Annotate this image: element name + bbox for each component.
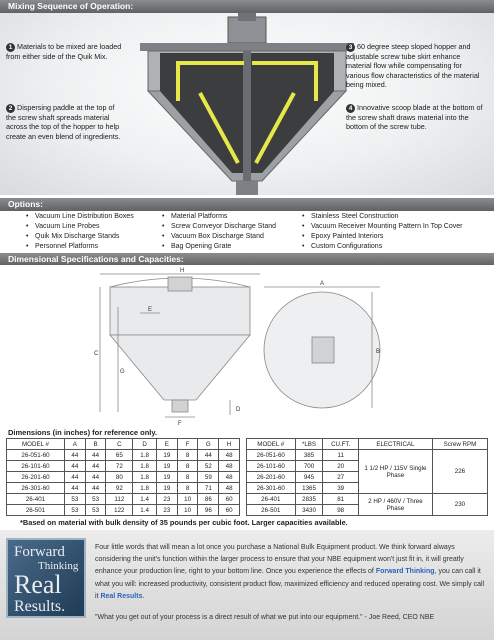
option-item: • Personnel Platforms: [26, 242, 134, 252]
label-f: F: [178, 421, 182, 425]
label-d: D: [236, 407, 241, 413]
header-cell: D: [133, 439, 157, 450]
step-4: [346, 103, 486, 132]
table-row: [247, 450, 488, 461]
header-cell: *LBS: [295, 439, 323, 450]
ceo-quote: "What you get out of your process is a direct result of what we put into our equipment." - Joe Reed, CEO NBE: [95, 614, 435, 621]
header-cell: H: [219, 439, 240, 450]
table-cell: 80: [106, 472, 133, 483]
label-a: A: [320, 281, 325, 287]
option-item: • Screw Conveyor Discharge Stand: [162, 222, 276, 232]
table-cell: 8: [177, 461, 198, 472]
logo-word-2: Thinking: [38, 560, 79, 572]
header-cell: C: [106, 439, 133, 450]
step-3-text: 60 degree steep sloped hopper and adjustable screw tube skirt enhance material flow while compensating for various flow characteristics of the material being mixed.: [346, 42, 480, 89]
step-3: [346, 42, 486, 89]
side-view-cone-icon: [110, 335, 250, 400]
table-cell: 700: [295, 461, 323, 472]
options-column-3: [302, 212, 462, 252]
table-cell: 59: [198, 472, 219, 483]
table-cell: 26-101-60: [247, 461, 296, 472]
side-view-motor-icon: [168, 277, 192, 291]
header-cell: MODEL #: [7, 439, 65, 450]
table-cell: 44: [85, 461, 106, 472]
label-g: G: [120, 369, 125, 375]
table-cell: 27: [323, 472, 358, 483]
table-cell: 11: [323, 450, 358, 461]
table-cell: 23: [156, 494, 177, 505]
label-h: H: [180, 268, 185, 274]
capacities-table: [246, 438, 488, 516]
table-cell: 44: [85, 483, 106, 494]
header-cell: MODEL #: [247, 439, 296, 450]
option-item: • Material Platforms: [162, 212, 276, 222]
table-cell: 71: [198, 483, 219, 494]
table-cell: 8: [177, 483, 198, 494]
table-row: [7, 461, 240, 472]
table-cell: 26-401: [7, 494, 65, 505]
dimensions-caption: Dimensions (in inches) for reference only.: [8, 428, 158, 437]
forward-thinking-logo: [6, 538, 86, 618]
option-item: • Stainless Steel Construction: [302, 212, 462, 222]
table-cell: 2835: [295, 494, 323, 505]
top-cover-icon: [140, 43, 354, 51]
table-row: [7, 505, 240, 516]
table-cell: 48: [219, 483, 240, 494]
table-cell: 26-051-60: [247, 450, 296, 461]
option-item: • Quik Mix Discharge Stands: [26, 232, 134, 242]
table-cell: 1.4: [133, 505, 157, 516]
table-row: [7, 472, 240, 483]
table-cell: 26-201-60: [7, 472, 65, 483]
step-4-text: Innovative scoop blade at the bottom of the screw shaft draws material into the bottom of the screw tube.: [346, 103, 483, 132]
table-row: [7, 494, 240, 505]
motor-top-icon: [238, 13, 256, 21]
table-cell: 19: [156, 461, 177, 472]
step-1-number: 1: [6, 43, 15, 52]
dimensions-table-body: [7, 450, 240, 516]
table-cell: 10: [177, 494, 198, 505]
table-cell: 53: [85, 494, 106, 505]
table-cell: 26-501: [7, 505, 65, 516]
mixing-title: Mixing Sequence of Operation:: [8, 1, 134, 11]
table-header-row: [247, 439, 488, 450]
side-view-discharge-icon: [172, 400, 188, 412]
step-2: [6, 103, 124, 141]
label-b: B: [376, 349, 381, 355]
table-cell: 44: [64, 472, 85, 483]
discharge-icon: [236, 181, 258, 195]
table-cell: 1.8: [133, 483, 157, 494]
table-cell: 72: [106, 461, 133, 472]
step-1: [6, 42, 124, 61]
footer-paragraph: [95, 542, 487, 603]
table-cell: 44: [198, 450, 219, 461]
option-item: • Epoxy Painted Interiors: [302, 232, 462, 242]
options-column-1: [26, 212, 134, 252]
footer-bold-1: Forward Thinking: [375, 568, 435, 576]
options-section-header: [0, 198, 494, 211]
table-cell: 39: [323, 483, 358, 494]
table-row: [7, 450, 240, 461]
step-2-number: 2: [6, 104, 15, 113]
logo-word-1: Forward: [14, 544, 65, 560]
table-cell: 385: [295, 450, 323, 461]
table-cell: 44: [85, 472, 106, 483]
header-cell: Screw RPM: [432, 439, 487, 450]
table-cell: 48: [219, 461, 240, 472]
side-view-body-icon: [110, 287, 250, 335]
table-cell: 52: [198, 461, 219, 472]
table-cell: 8: [177, 450, 198, 461]
table-cell: 65: [106, 450, 133, 461]
table-cell: 19: [156, 483, 177, 494]
header-cell: A: [64, 439, 85, 450]
table-row: [247, 494, 488, 505]
header-cell: ELECTRICAL: [358, 439, 432, 450]
rpm-cell: 226: [432, 450, 487, 494]
step-3-number: 3: [346, 43, 355, 52]
table-cell: 23: [156, 505, 177, 516]
header-cell: CU.FT.: [323, 439, 358, 450]
table-cell: 1.8: [133, 450, 157, 461]
header-cell: G: [198, 439, 219, 450]
table-cell: 48: [219, 450, 240, 461]
option-item: • Vacuum Line Distribution Boxes: [26, 212, 134, 222]
electrical-cell: 1 1/2 HP / 115V Single Phase: [358, 450, 432, 494]
bulk-density-note: *Based on material with bulk density of 35 pounds per cubic foot. Larger capacities available.: [20, 518, 348, 527]
dimensions-table: [6, 438, 240, 516]
dimensional-title: Dimensional Specifications and Capacities:: [8, 254, 184, 264]
table-cell: 26-051-60: [7, 450, 65, 461]
step-2-text: Dispersing paddle at the top of the screw shaft spreads material across the top of the hopper to help create an even blend of ingredients.: [6, 103, 121, 141]
footer-text-1: Four little words that will mean a lot once you purchase a National Bulk Equipment product. We think forward always considering the unit's function within the larger process to ensure that your NBE equipment won't just fit in, it will greatly enhance your production line, right to your bottom line. Once you experience the effects of: [95, 544, 464, 576]
step-1-text: Materials to be mixed are loaded from either side of the Quik Mix.: [6, 42, 122, 61]
table-cell: 53: [64, 494, 85, 505]
capacities-table-body: [247, 450, 488, 516]
step-4-number: 4: [346, 104, 355, 113]
table-cell: 26-401: [247, 494, 296, 505]
table-cell: 96: [198, 505, 219, 516]
table-header-row: [7, 439, 240, 450]
table-cell: 19: [156, 450, 177, 461]
table-cell: 92: [106, 483, 133, 494]
table-cell: 26-201-60: [247, 472, 296, 483]
table-cell: 945: [295, 472, 323, 483]
logo-word-3: Real: [14, 570, 62, 599]
table-cell: 44: [64, 450, 85, 461]
footer-bold-2: Real Results: [100, 592, 143, 600]
table-cell: 86: [198, 494, 219, 505]
table-cell: 48: [219, 472, 240, 483]
table-cell: 19: [156, 472, 177, 483]
option-item: • Bag Opening Grate: [162, 242, 276, 252]
table-cell: 44: [64, 483, 85, 494]
header-cell: E: [156, 439, 177, 450]
label-e: E: [148, 307, 153, 313]
electrical-cell: 2 HP / 460V / Three Phase: [358, 494, 432, 516]
mixing-section-header: [0, 0, 494, 13]
rpm-cell: 230: [432, 494, 487, 516]
table-cell: 8: [177, 472, 198, 483]
dimension-drawing: [0, 265, 494, 425]
table-cell: 26-501: [247, 505, 296, 516]
table-cell: 60: [219, 494, 240, 505]
top-view-motor-mount-icon: [312, 337, 334, 363]
table-cell: 3430: [295, 505, 323, 516]
footer-text-2: , you can call it what you will: increased productivity, consistent product flow, maximized efficiency and reduced operating cost. We simply call it: [95, 568, 485, 600]
table-cell: 1.8: [133, 472, 157, 483]
options-title: Options:: [8, 199, 43, 209]
footer-text-3: .: [142, 592, 145, 600]
option-item: • Vacuum Box Discharge Stand: [162, 232, 276, 242]
table-cell: 81: [323, 494, 358, 505]
table-cell: 26-101-60: [7, 461, 65, 472]
option-item: • Vacuum Line Probes: [26, 222, 134, 232]
table-cell: 44: [64, 461, 85, 472]
table-cell: 53: [64, 505, 85, 516]
table-cell: 1.4: [133, 494, 157, 505]
options-column-2: [162, 212, 276, 252]
table-cell: 122: [106, 505, 133, 516]
table-cell: 26-301-60: [7, 483, 65, 494]
header-cell: B: [85, 439, 106, 450]
label-c: C: [94, 351, 99, 357]
header-cell: F: [177, 439, 198, 450]
table-cell: 98: [323, 505, 358, 516]
screw-tube-icon: [243, 51, 251, 181]
table-cell: 60: [219, 505, 240, 516]
table-cell: 1.8: [133, 461, 157, 472]
table-cell: 26-301-60: [247, 483, 296, 494]
table-row: [7, 483, 240, 494]
logo-word-4: Results.: [14, 598, 66, 615]
table-cell: 1365: [295, 483, 323, 494]
dimension-drawing-area: [0, 265, 494, 425]
option-item: • Vacuum Receiver Mounting Pattern In Top Cover: [302, 222, 462, 232]
table-cell: 20: [323, 461, 358, 472]
option-item: • Custom Configurations: [302, 242, 462, 252]
table-cell: 10: [177, 505, 198, 516]
table-cell: 112: [106, 494, 133, 505]
table-cell: 44: [85, 450, 106, 461]
table-cell: 53: [85, 505, 106, 516]
